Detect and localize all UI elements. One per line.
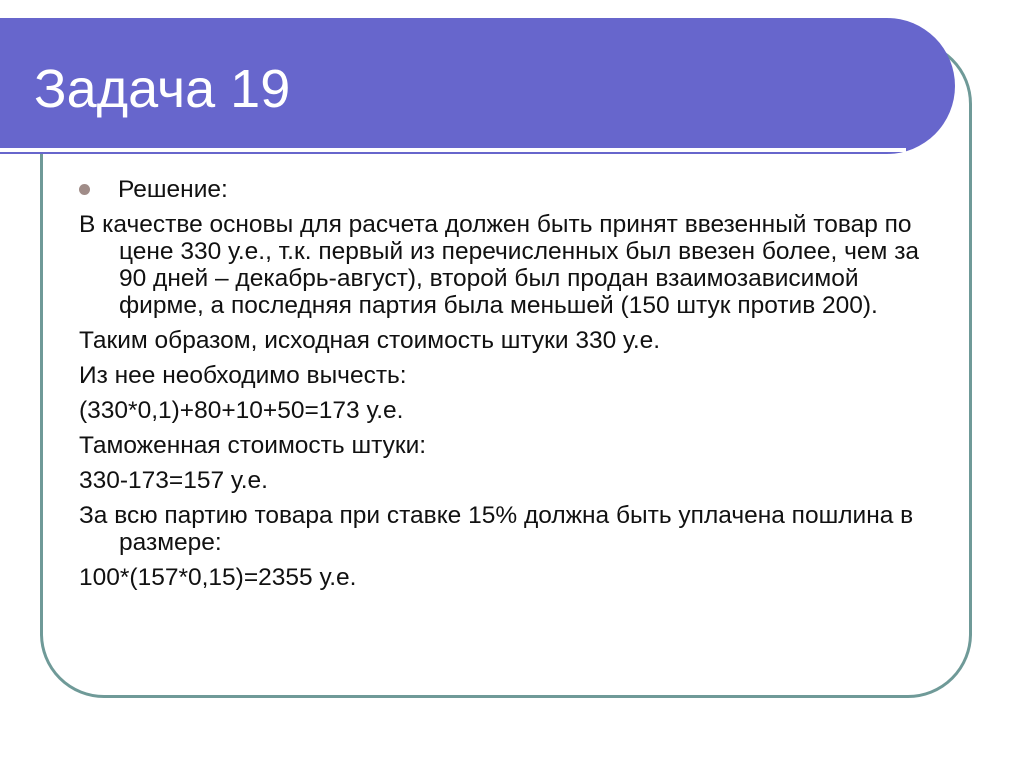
body-paragraph: 330-173=157 у.е. (79, 467, 268, 494)
bullet-text: Решение: (118, 176, 228, 203)
title-divider (0, 148, 906, 152)
title-bar (0, 18, 955, 154)
body-paragraph: В качестве основы для расчета должен быть принят ввезенный товар по цене 330 у.е., т.к. первый из перечисленных был ввезен более, чем за 90 дней – декабрь-август), второй был продан взаимозависимой фирме, а последняя партия была меньшей (150 штук против 200). (79, 211, 920, 319)
slide-title: Задача 19 (34, 59, 291, 119)
body-paragraph: Таможенная стоимость штуки: (79, 432, 427, 459)
bullet-dot-icon (79, 184, 90, 195)
slide-body (79, 176, 939, 599)
body-paragraph: Из нее необходимо вычесть: (79, 362, 407, 389)
body-paragraph: (330*0,1)+80+10+50=173 у.е. (79, 397, 404, 424)
body-paragraph: За всю партию товара при ставке 15% должна быть уплачена пошлина в размере: (79, 502, 914, 556)
bullet-item (79, 176, 939, 203)
body-paragraph: Таким образом, исходная стоимость штуки 330 у.е. (79, 327, 661, 354)
body-paragraph: 100*(157*0,15)=2355 у.е. (79, 564, 357, 591)
